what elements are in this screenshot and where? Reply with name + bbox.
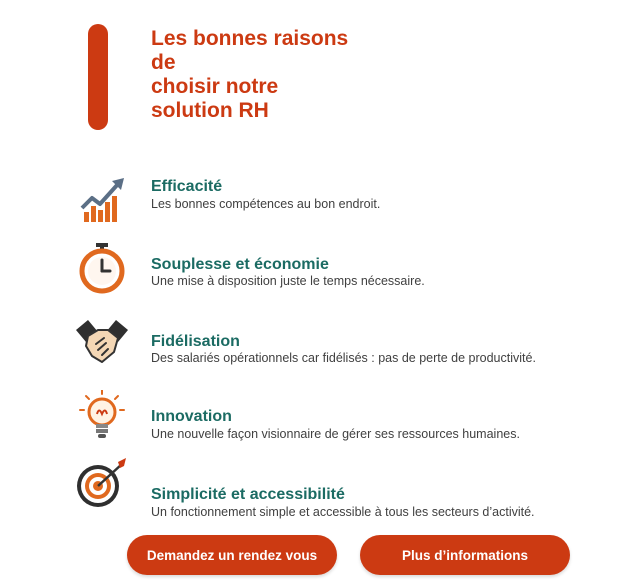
handshake-icon [74, 316, 130, 368]
feature-name: Souplesse et économie [151, 256, 329, 273]
title-line: de [151, 51, 176, 74]
title-line: solution RH [151, 99, 269, 122]
feature-description: Des salariés opérationnels car fidélisés : pas de perte de productivité. [151, 351, 536, 365]
lightbulb-icon [74, 390, 130, 442]
target-icon [74, 458, 130, 510]
title-line: choisir notre [151, 75, 279, 98]
stopwatch-icon [74, 242, 130, 294]
feature-innovation [0, 390, 626, 450]
feature-fidelisation [0, 316, 626, 376]
feature-name: Simplicité et accessibilité [151, 486, 345, 503]
feature-description: Les bonnes compétences au bon endroit. [151, 197, 381, 211]
feature-simplicite [0, 456, 626, 519]
page-title [151, 27, 411, 123]
feature-name: Efficacité [151, 178, 223, 195]
feature-name: Innovation [151, 408, 232, 425]
growth-chart-icon [74, 174, 130, 226]
title-line: Les bonnes raisons [151, 27, 349, 50]
accent-bar [88, 24, 108, 130]
feature-efficacite [0, 170, 626, 230]
appointment-button[interactable]: Demandez un rendez vous [127, 535, 337, 575]
feature-souplesse [0, 242, 626, 302]
more-info-button[interactable]: Plus d’informations [360, 535, 570, 575]
feature-description: Un fonctionnement simple et accessible à tous les secteurs d’activité. [151, 505, 535, 519]
feature-description: Une nouvelle façon visionnaire de gérer ses ressources humaines. [151, 427, 520, 441]
feature-name: Fidélisation [151, 333, 240, 350]
feature-description: Une mise à disposition juste le temps nécessaire. [151, 274, 425, 288]
